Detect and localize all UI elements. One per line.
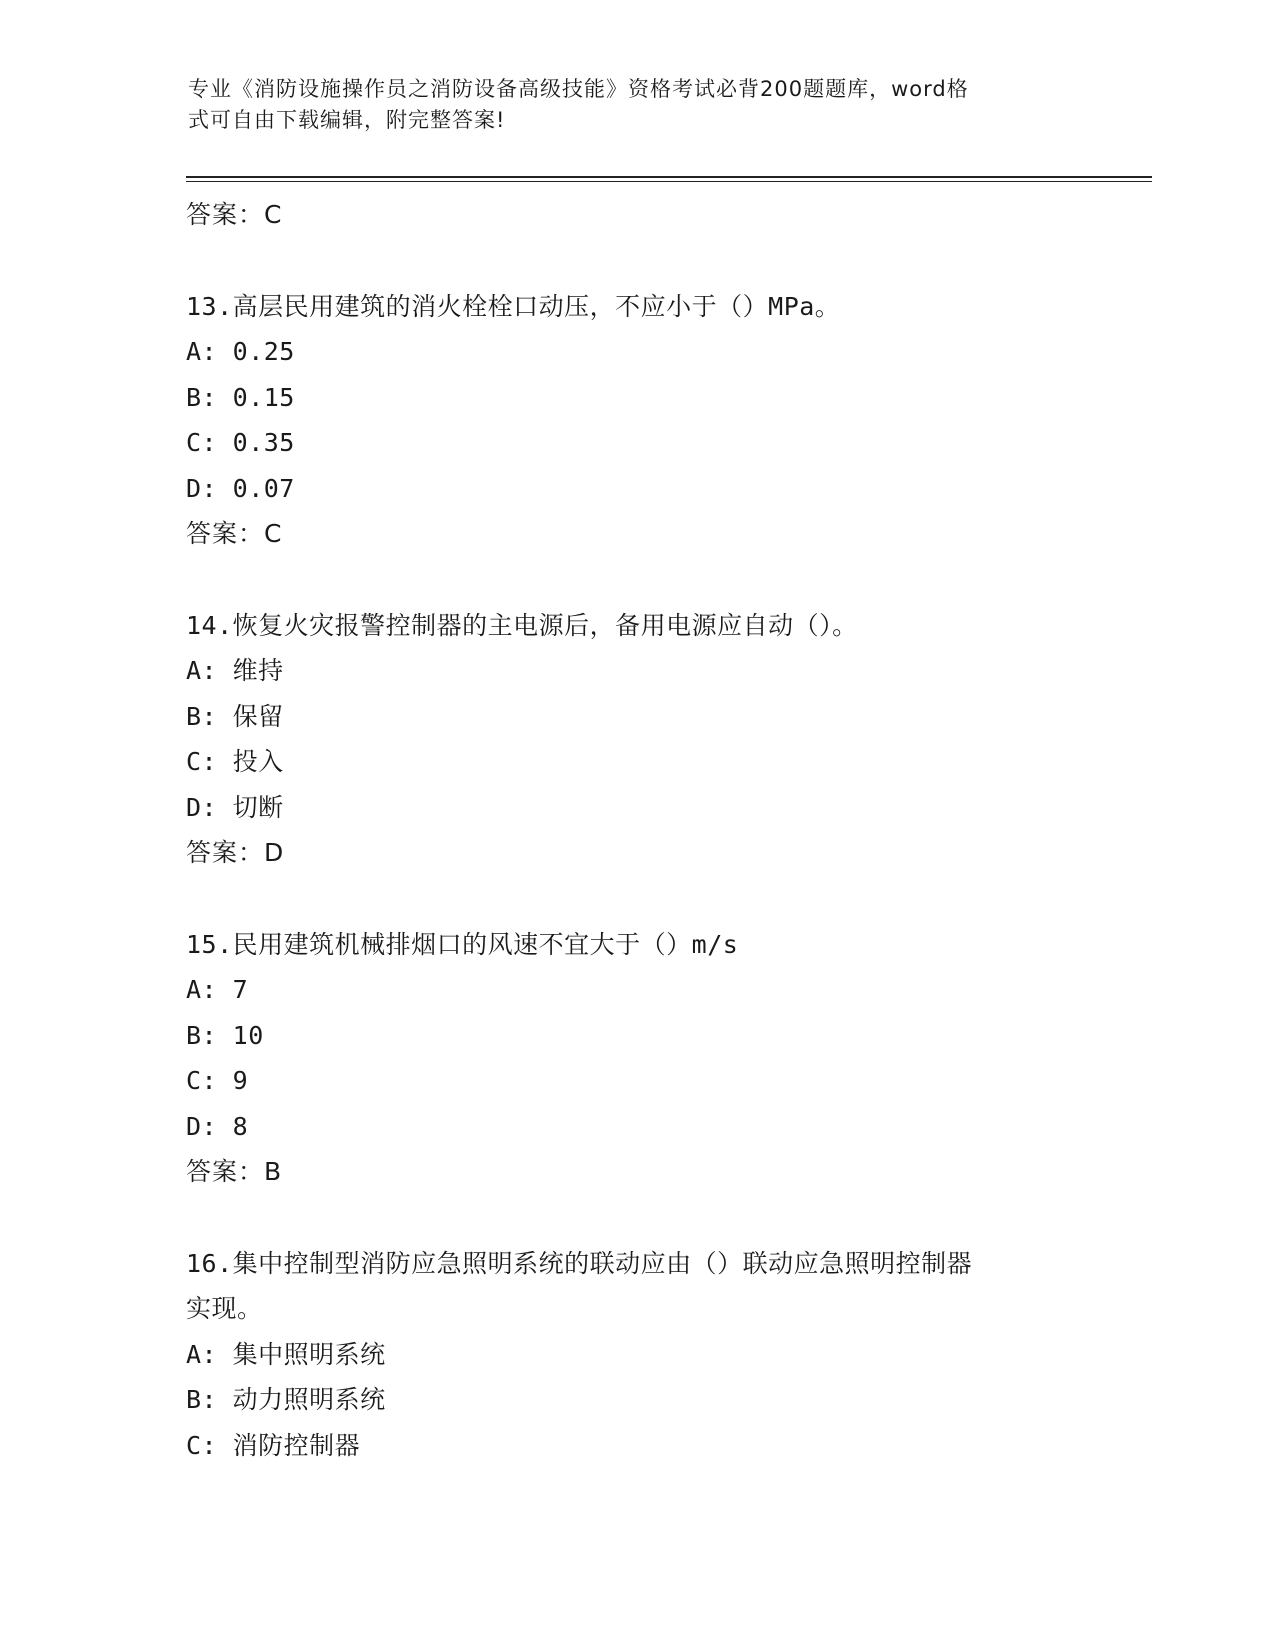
- header-divider-thin: [186, 181, 1152, 182]
- option-d: D: 0.07: [186, 473, 295, 503]
- answer: 答案：D: [186, 838, 285, 867]
- question-15: [186, 922, 1086, 1195]
- question-16: [186, 1241, 1086, 1469]
- option-c: C: 9: [186, 1066, 249, 1095]
- question-stem-line-1: 16.集中控制型消防应急照明系统的联动应由（）联动应急照明控制器: [186, 1248, 973, 1278]
- option-d: D: 8: [186, 1111, 249, 1141]
- spacer: [186, 876, 1086, 922]
- option-b: B: 0.15: [186, 382, 295, 412]
- answer: 答案：C: [186, 519, 283, 548]
- option-a: A: 0.25: [186, 337, 295, 366]
- spacer: [186, 557, 1086, 603]
- previous-answer: 答案：C: [186, 200, 283, 229]
- question-stem: 13.高层民用建筑的消火栓栓口动压，不应小于（）MPa。: [186, 291, 841, 321]
- option-a: A: 维持: [186, 656, 284, 685]
- option-d: D: 切断: [186, 792, 284, 822]
- spacer: [186, 1195, 1086, 1241]
- question-13: [186, 284, 1086, 557]
- document-header: [188, 74, 1078, 136]
- option-c: C: 投入: [186, 747, 284, 776]
- option-a: A: 7: [186, 975, 249, 1004]
- question-list: [186, 192, 1086, 1468]
- option-c: C: 消防控制器: [186, 1430, 361, 1460]
- question-14: [186, 603, 1086, 876]
- option-b: B: 保留: [186, 701, 284, 731]
- option-b: B: 动力照明系统: [186, 1385, 386, 1414]
- option-c: C: 0.35: [186, 428, 295, 457]
- header-divider-thick: [186, 176, 1152, 178]
- question-stem: 14.恢复火灾报警控制器的主电源后，备用电源应自动（）。: [186, 610, 858, 640]
- header-line-1: 专业《消防设施操作员之消防设备高级技能》资格考试必背200题题库，word格: [188, 77, 969, 101]
- question-stem: 15.民用建筑机械排烟口的风速不宜大于（）m/s: [186, 929, 739, 959]
- spacer: [186, 238, 1086, 284]
- question-stem-line-2: 实现。: [186, 1294, 263, 1323]
- header-line-2: 式可自由下载编辑，附完整答案!: [188, 108, 506, 132]
- answer: 答案：B: [186, 1157, 283, 1186]
- option-b: B: 10: [186, 1020, 264, 1050]
- option-a: A: 集中照明系统: [186, 1339, 386, 1369]
